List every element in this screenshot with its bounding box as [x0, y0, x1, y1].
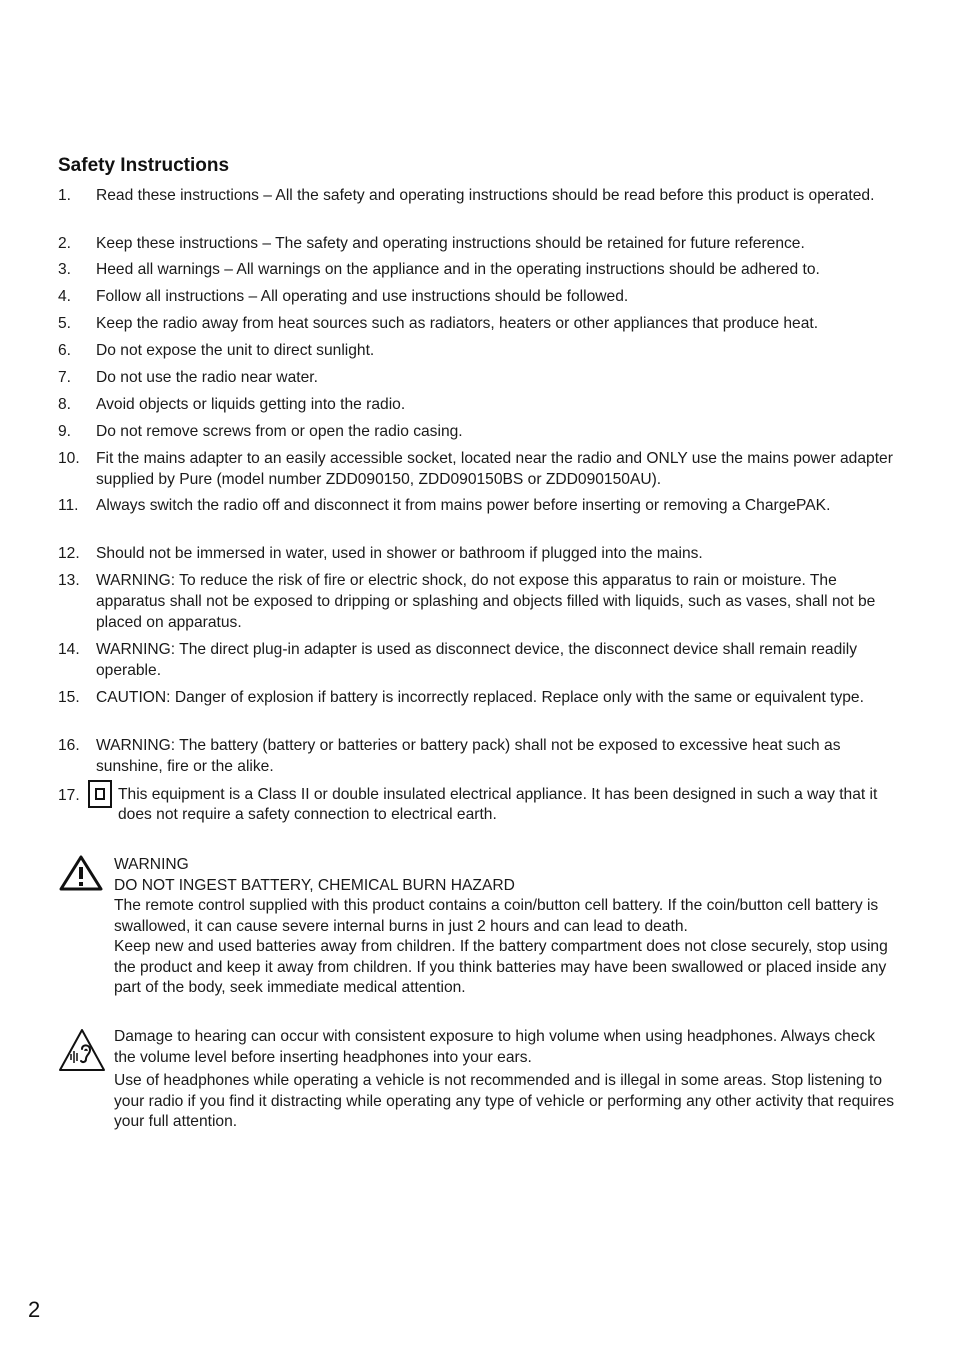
item-number: 17.	[58, 787, 80, 804]
item-number: 3.	[58, 261, 72, 278]
item-text: Keep the radio away from heat sources such as radiators, heaters or other appliances that produce heat.	[96, 315, 819, 332]
item-number: 7.	[58, 369, 72, 386]
page-number: 2	[28, 1297, 41, 1322]
list-item	[58, 543, 898, 564]
item-number: 1.	[58, 187, 72, 204]
class-ii-double-insulation-icon	[88, 780, 112, 808]
list-item	[58, 394, 898, 415]
item-text: WARNING: The battery (battery or batteries or battery pack) shall not be exposed to excessive heat such as sunshine, fire or the alike.	[96, 737, 841, 775]
list-item	[58, 233, 898, 254]
item-text: Do not remove screws from or open the radio casing.	[96, 423, 463, 440]
list-item	[58, 570, 898, 633]
list-item	[58, 313, 898, 334]
list-item	[58, 185, 898, 206]
hearing-warning-icon	[57, 1027, 107, 1073]
section-heading: Safety Instructions	[58, 155, 230, 176]
item-number: 8.	[58, 396, 72, 413]
list-item	[58, 448, 898, 490]
item-number: 13.	[58, 572, 80, 589]
battery-warning-paragraph: Keep new and used batteries away from children. If the battery compartment does not close securely, stop using the product and keep it away from children. If you think batteries may have been swallowed or placed inside any part of the body, seek immediate medical attention.	[114, 938, 888, 996]
item-text: Avoid objects or liquids getting into the radio.	[96, 396, 406, 413]
list-item	[58, 421, 898, 442]
item-text: Fit the mains adapter to an easily accessible socket, located near the radio and ONLY use the mains power adapter supplied by Pure (model number ZDD090150, ZDD090150BS or ZDD090150AU).	[96, 450, 893, 488]
item-text: Should not be immersed in water, used in shower or bathroom if plugged into the mains.	[96, 545, 703, 562]
item-text: Always switch the radio off and disconnect it from mains power before inserting or removing a ChargePAK.	[96, 497, 831, 514]
list-item	[58, 735, 898, 777]
item-text: Keep these instructions – The safety and operating instructions should be retained for future reference.	[96, 235, 805, 252]
item-text: This equipment is a Class II or double insulated electrical appliance. It has been designed in such a way that it does not require a safety connection to electrical earth.	[118, 786, 878, 823]
battery-warning-subtitle: DO NOT INGEST BATTERY, CHEMICAL BURN HAZARD	[114, 876, 515, 894]
hearing-warning-paragraph: Use of headphones while operating a vehicle is not recommended and is illegal in some areas. Stop listening to your radio if you find it distracting while operating any type of vehicle or performing any other activity that requires your full attention.	[114, 1072, 895, 1130]
battery-warning-paragraph: The remote control supplied with this product contains a coin/button cell battery. If the coin/button cell battery is swallowed, it can cause severe internal burns in just 2 hours and can lead to death.	[114, 897, 879, 935]
list-item	[58, 340, 898, 361]
item-text: Read these instructions – All the safety and operating instructions should be read before this product is operated.	[96, 187, 875, 204]
warning-triangle-icon	[58, 854, 104, 892]
item-text: Do not expose the unit to direct sunlight.	[96, 342, 375, 359]
hearing-warning-block	[114, 1027, 899, 1133]
battery-warning-block	[114, 855, 899, 999]
item-text: Heed all warnings – All warnings on the appliance and in the operating instructions should be adhered to.	[96, 261, 820, 278]
item-number: 6.	[58, 342, 72, 359]
list-item	[58, 259, 898, 280]
list-item	[58, 286, 898, 307]
item-text: Follow all instructions – All operating and use instructions should be followed.	[96, 288, 629, 305]
item-text: WARNING: To reduce the risk of fire or electric shock, do not expose this apparatus to rain or moisture. The apparatus shall not be exposed to dripping or splashing and objects filled with liquids, such as vases, shall not be placed on apparatus.	[96, 572, 876, 631]
item-number: 12.	[58, 545, 80, 562]
item-number: 2.	[58, 235, 72, 252]
item-number: 10.	[58, 450, 80, 467]
list-item	[58, 639, 898, 681]
item-number: 16.	[58, 737, 80, 754]
hearing-warning-paragraph: Damage to hearing can occur with consistent exposure to high volume when using headphones. Always check the volume level before inserting headphones into your ears.	[114, 1028, 876, 1066]
item-number: 14.	[58, 641, 80, 658]
item-number: 9.	[58, 423, 72, 440]
list-item	[58, 785, 898, 825]
item-text: CAUTION: Danger of explosion if battery is incorrectly replaced. Replace only with the same or equivalent type.	[96, 689, 864, 706]
item-number: 4.	[58, 288, 72, 305]
item-number: 5.	[58, 315, 72, 332]
item-text: WARNING: The direct plug-in adapter is used as disconnect device, the disconnect device shall remain readily operable.	[96, 641, 858, 679]
item-number: 15.	[58, 689, 80, 706]
list-item	[58, 687, 898, 708]
battery-warning-title: WARNING	[114, 856, 189, 873]
list-item	[58, 495, 898, 516]
item-number: 11.	[58, 497, 79, 514]
item-text: Do not use the radio near water.	[96, 369, 318, 386]
list-item	[58, 367, 898, 388]
